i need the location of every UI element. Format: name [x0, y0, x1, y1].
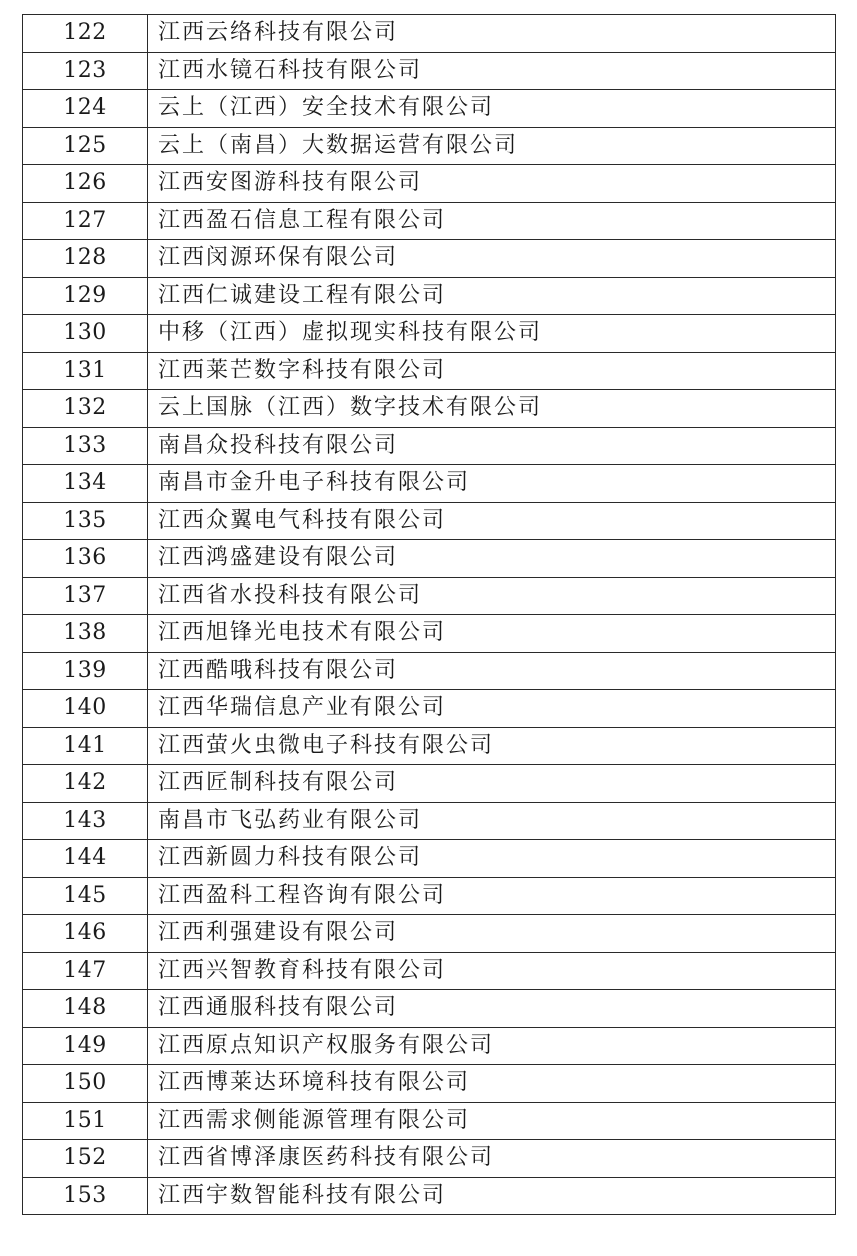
row-number-cell: 143: [23, 802, 148, 840]
table-row: [23, 15, 836, 53]
table-row: [23, 840, 836, 878]
row-number-cell: 147: [23, 952, 148, 990]
company-name-cell: 南昌众投科技有限公司: [148, 427, 836, 465]
company-name-cell: 江西萤火虫微电子科技有限公司: [148, 727, 836, 765]
table-row: [23, 1177, 836, 1215]
company-name-cell: 云上（南昌）大数据运营有限公司: [148, 127, 836, 165]
table-row: [23, 90, 836, 128]
row-number-cell: 128: [23, 240, 148, 278]
row-number-cell: 125: [23, 127, 148, 165]
company-name-cell: 江西兴智教育科技有限公司: [148, 952, 836, 990]
table-row: [23, 802, 836, 840]
row-number-cell: 133: [23, 427, 148, 465]
table-row: [23, 765, 836, 803]
table-row: [23, 877, 836, 915]
company-name-cell: 江西鸿盛建设有限公司: [148, 540, 836, 578]
table-row: [23, 277, 836, 315]
table-row: [23, 1140, 836, 1178]
company-name-cell: 中移（江西）虚拟现实科技有限公司: [148, 315, 836, 353]
company-name-cell: 江西通服科技有限公司: [148, 990, 836, 1028]
company-name-cell: 南昌市金升电子科技有限公司: [148, 465, 836, 503]
company-name-cell: 江西新圆力科技有限公司: [148, 840, 836, 878]
table-row: [23, 202, 836, 240]
row-number-cell: 131: [23, 352, 148, 390]
row-number-cell: 145: [23, 877, 148, 915]
table-row: [23, 652, 836, 690]
table-row: [23, 465, 836, 503]
table-row: [23, 127, 836, 165]
company-name-cell: 江西闵源环保有限公司: [148, 240, 836, 278]
table-row: [23, 315, 836, 353]
table-row: [23, 1065, 836, 1103]
row-number-cell: 135: [23, 502, 148, 540]
table-row: [23, 165, 836, 203]
company-name-cell: 江西安图游科技有限公司: [148, 165, 836, 203]
company-name-cell: 云上（江西）安全技术有限公司: [148, 90, 836, 128]
row-number-cell: 142: [23, 765, 148, 803]
table-row: [23, 240, 836, 278]
row-number-cell: 153: [23, 1177, 148, 1215]
company-name-cell: 江西仁诚建设工程有限公司: [148, 277, 836, 315]
company-name-cell: 江西省博泽康医药科技有限公司: [148, 1140, 836, 1178]
company-name-cell: 江西匠制科技有限公司: [148, 765, 836, 803]
row-number-cell: 150: [23, 1065, 148, 1103]
row-number-cell: 151: [23, 1102, 148, 1140]
row-number-cell: 132: [23, 390, 148, 428]
company-name-cell: 江西旭锋光电技术有限公司: [148, 615, 836, 653]
company-name-cell: 江西宇数智能科技有限公司: [148, 1177, 836, 1215]
company-list-table: [22, 14, 836, 1215]
table-row: [23, 352, 836, 390]
company-name-cell: 江西需求侧能源管理有限公司: [148, 1102, 836, 1140]
company-name-cell: 江西莱芒数字科技有限公司: [148, 352, 836, 390]
table-body: [23, 15, 836, 1215]
row-number-cell: 127: [23, 202, 148, 240]
row-number-cell: 136: [23, 540, 148, 578]
row-number-cell: 123: [23, 52, 148, 90]
company-name-cell: 江西盈石信息工程有限公司: [148, 202, 836, 240]
company-name-cell: 江西众翼电气科技有限公司: [148, 502, 836, 540]
row-number-cell: 149: [23, 1027, 148, 1065]
table-row: [23, 390, 836, 428]
row-number-cell: 122: [23, 15, 148, 53]
table-row: [23, 990, 836, 1028]
table-row: [23, 615, 836, 653]
row-number-cell: 148: [23, 990, 148, 1028]
row-number-cell: 141: [23, 727, 148, 765]
table-row: [23, 1027, 836, 1065]
table-row: [23, 690, 836, 728]
row-number-cell: 138: [23, 615, 148, 653]
table-row: [23, 952, 836, 990]
row-number-cell: 124: [23, 90, 148, 128]
company-name-cell: 江西利强建设有限公司: [148, 915, 836, 953]
table-row: [23, 502, 836, 540]
row-number-cell: 144: [23, 840, 148, 878]
table-row: [23, 727, 836, 765]
company-name-cell: 江西原点知识产权服务有限公司: [148, 1027, 836, 1065]
row-number-cell: 140: [23, 690, 148, 728]
row-number-cell: 134: [23, 465, 148, 503]
company-name-cell: 江西云络科技有限公司: [148, 15, 836, 53]
row-number-cell: 126: [23, 165, 148, 203]
company-name-cell: 江西水镜石科技有限公司: [148, 52, 836, 90]
table-row: [23, 52, 836, 90]
company-name-cell: 江西华瑞信息产业有限公司: [148, 690, 836, 728]
table-row: [23, 540, 836, 578]
row-number-cell: 129: [23, 277, 148, 315]
row-number-cell: 146: [23, 915, 148, 953]
table-row: [23, 915, 836, 953]
company-name-cell: 江西省水投科技有限公司: [148, 577, 836, 615]
company-name-cell: 江西盈科工程咨询有限公司: [148, 877, 836, 915]
row-number-cell: 137: [23, 577, 148, 615]
table-row: [23, 427, 836, 465]
table-row: [23, 1102, 836, 1140]
row-number-cell: 152: [23, 1140, 148, 1178]
table-row: [23, 577, 836, 615]
company-name-cell: 江西酷哦科技有限公司: [148, 652, 836, 690]
company-name-cell: 南昌市飞弘药业有限公司: [148, 802, 836, 840]
company-name-cell: 江西博莱达环境科技有限公司: [148, 1065, 836, 1103]
row-number-cell: 130: [23, 315, 148, 353]
company-name-cell: 云上国脉（江西）数字技术有限公司: [148, 390, 836, 428]
row-number-cell: 139: [23, 652, 148, 690]
